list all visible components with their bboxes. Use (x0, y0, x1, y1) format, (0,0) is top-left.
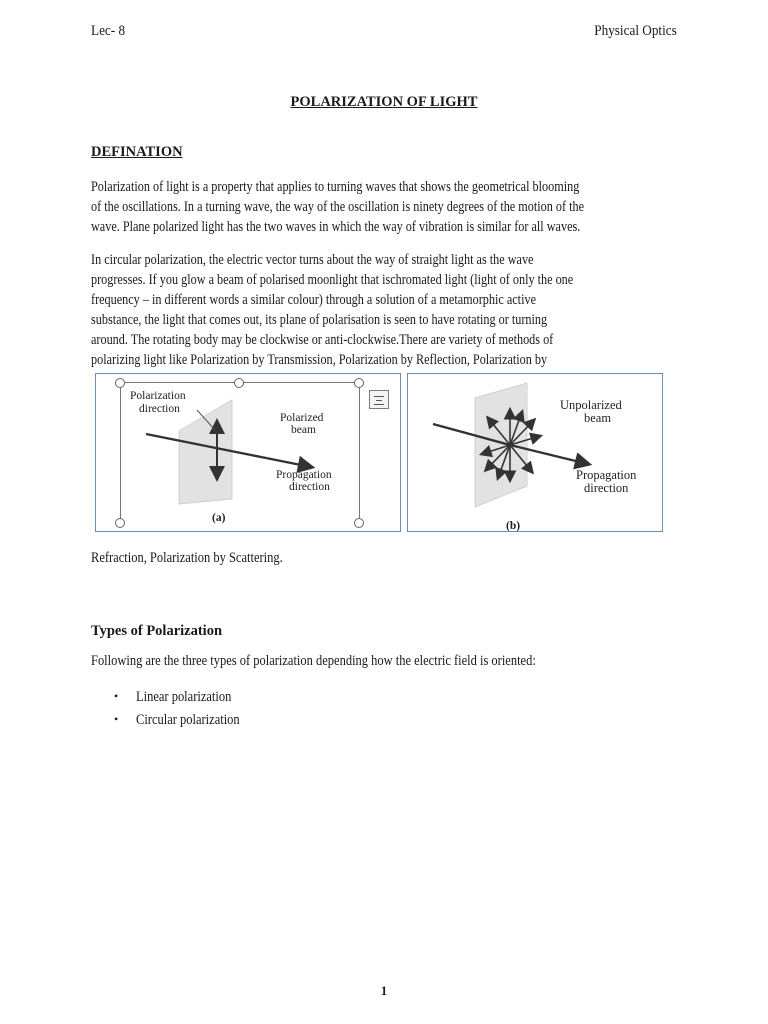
figure-caption: (a) (212, 512, 226, 524)
paragraph-tail: Refraction, Polarization by Scattering. (91, 550, 283, 566)
layout-options-icon (374, 396, 384, 397)
list-item-label: Linear polarization (136, 689, 232, 705)
propagation-arrow (266, 458, 311, 467)
label-propagation-direction: direction (289, 481, 330, 493)
plane (475, 383, 527, 507)
paragraph-line: progresses. If you glow a beam of polarised moonlight that ischromated light (light of only the one (91, 272, 574, 288)
label-direction: direction (139, 403, 180, 415)
resize-handle[interactable] (115, 518, 125, 528)
list-item (91, 712, 391, 732)
label-propagation: Propagation (276, 469, 332, 481)
selection-guide (120, 385, 121, 523)
figure-a-diagram (96, 374, 400, 531)
resize-handle[interactable] (234, 378, 244, 388)
bullet-icon: • (114, 689, 119, 703)
paragraph-line: polarizing light like Polarization by Transmission, Polarization by Reflection, Polarization by (91, 352, 548, 368)
definition-heading: DEFINATION (91, 144, 183, 160)
list-item (91, 689, 391, 709)
paragraph-line: wave. Plane polarized light has the two waves in which the way of vibration is similar for all waves. (91, 219, 581, 235)
paragraph-line: around. The rotating body may be clockwise or anti-clockwise.There are variety of methods of (91, 332, 554, 348)
paragraph-line: In circular polarization, the electric vector turns about the way of straight light as the wave (91, 252, 534, 268)
paragraph-line: substance, the light that comes out, its plane of polarisation is seen to have rotating or turning (91, 312, 548, 328)
paragraph-line: Polarization of light is a property that applies to turning waves that shows the geometrical blooming (91, 179, 580, 195)
layout-options-icon (376, 400, 382, 401)
paragraph-circular-polarization (91, 250, 677, 370)
figure-unpolarized-beam[interactable] (407, 373, 663, 532)
header-subject: Physical Optics (594, 23, 677, 39)
bullet-icon: • (114, 712, 119, 726)
figure-polarized-beam[interactable] (95, 373, 401, 532)
figure-b-diagram (408, 374, 662, 531)
page-title: POLARIZATION OF LIGHT (290, 94, 478, 110)
types-heading: Types of Polarization (91, 623, 223, 639)
resize-handle[interactable] (354, 378, 364, 388)
label-beam: beam (584, 411, 612, 425)
polarizer-plane (179, 400, 232, 504)
label-beam: beam (291, 424, 316, 436)
paragraph-line: frequency – in different words a similar colour) through a solution of a metamorphic active (91, 292, 536, 308)
paragraph-line: of the oscillations. In a turning wave, the way of the oscillation is ninety degrees of the motion of the (91, 199, 585, 215)
label-propagation: Propagation (576, 468, 637, 482)
layout-options-icon (374, 404, 384, 405)
label-unpolarized: Unpolarized (560, 398, 622, 412)
header-lecture: Lec- 8 (91, 23, 126, 39)
label-polarization: Polarization (130, 390, 186, 402)
label-polarized: Polarized (280, 412, 324, 424)
types-intro: Following are the three types of polarization depending how the electric field is oriented: (91, 653, 536, 669)
resize-handle[interactable] (354, 518, 364, 528)
paragraph-definition (91, 177, 677, 237)
selection-guide (359, 385, 360, 523)
figure-caption: (b) (506, 520, 521, 531)
page-number: 1 (380, 984, 388, 998)
layout-options-button[interactable] (369, 390, 389, 409)
list-item-label: Circular polarization (136, 712, 240, 728)
label-propagation-direction: direction (584, 481, 629, 495)
resize-handle[interactable] (115, 378, 125, 388)
